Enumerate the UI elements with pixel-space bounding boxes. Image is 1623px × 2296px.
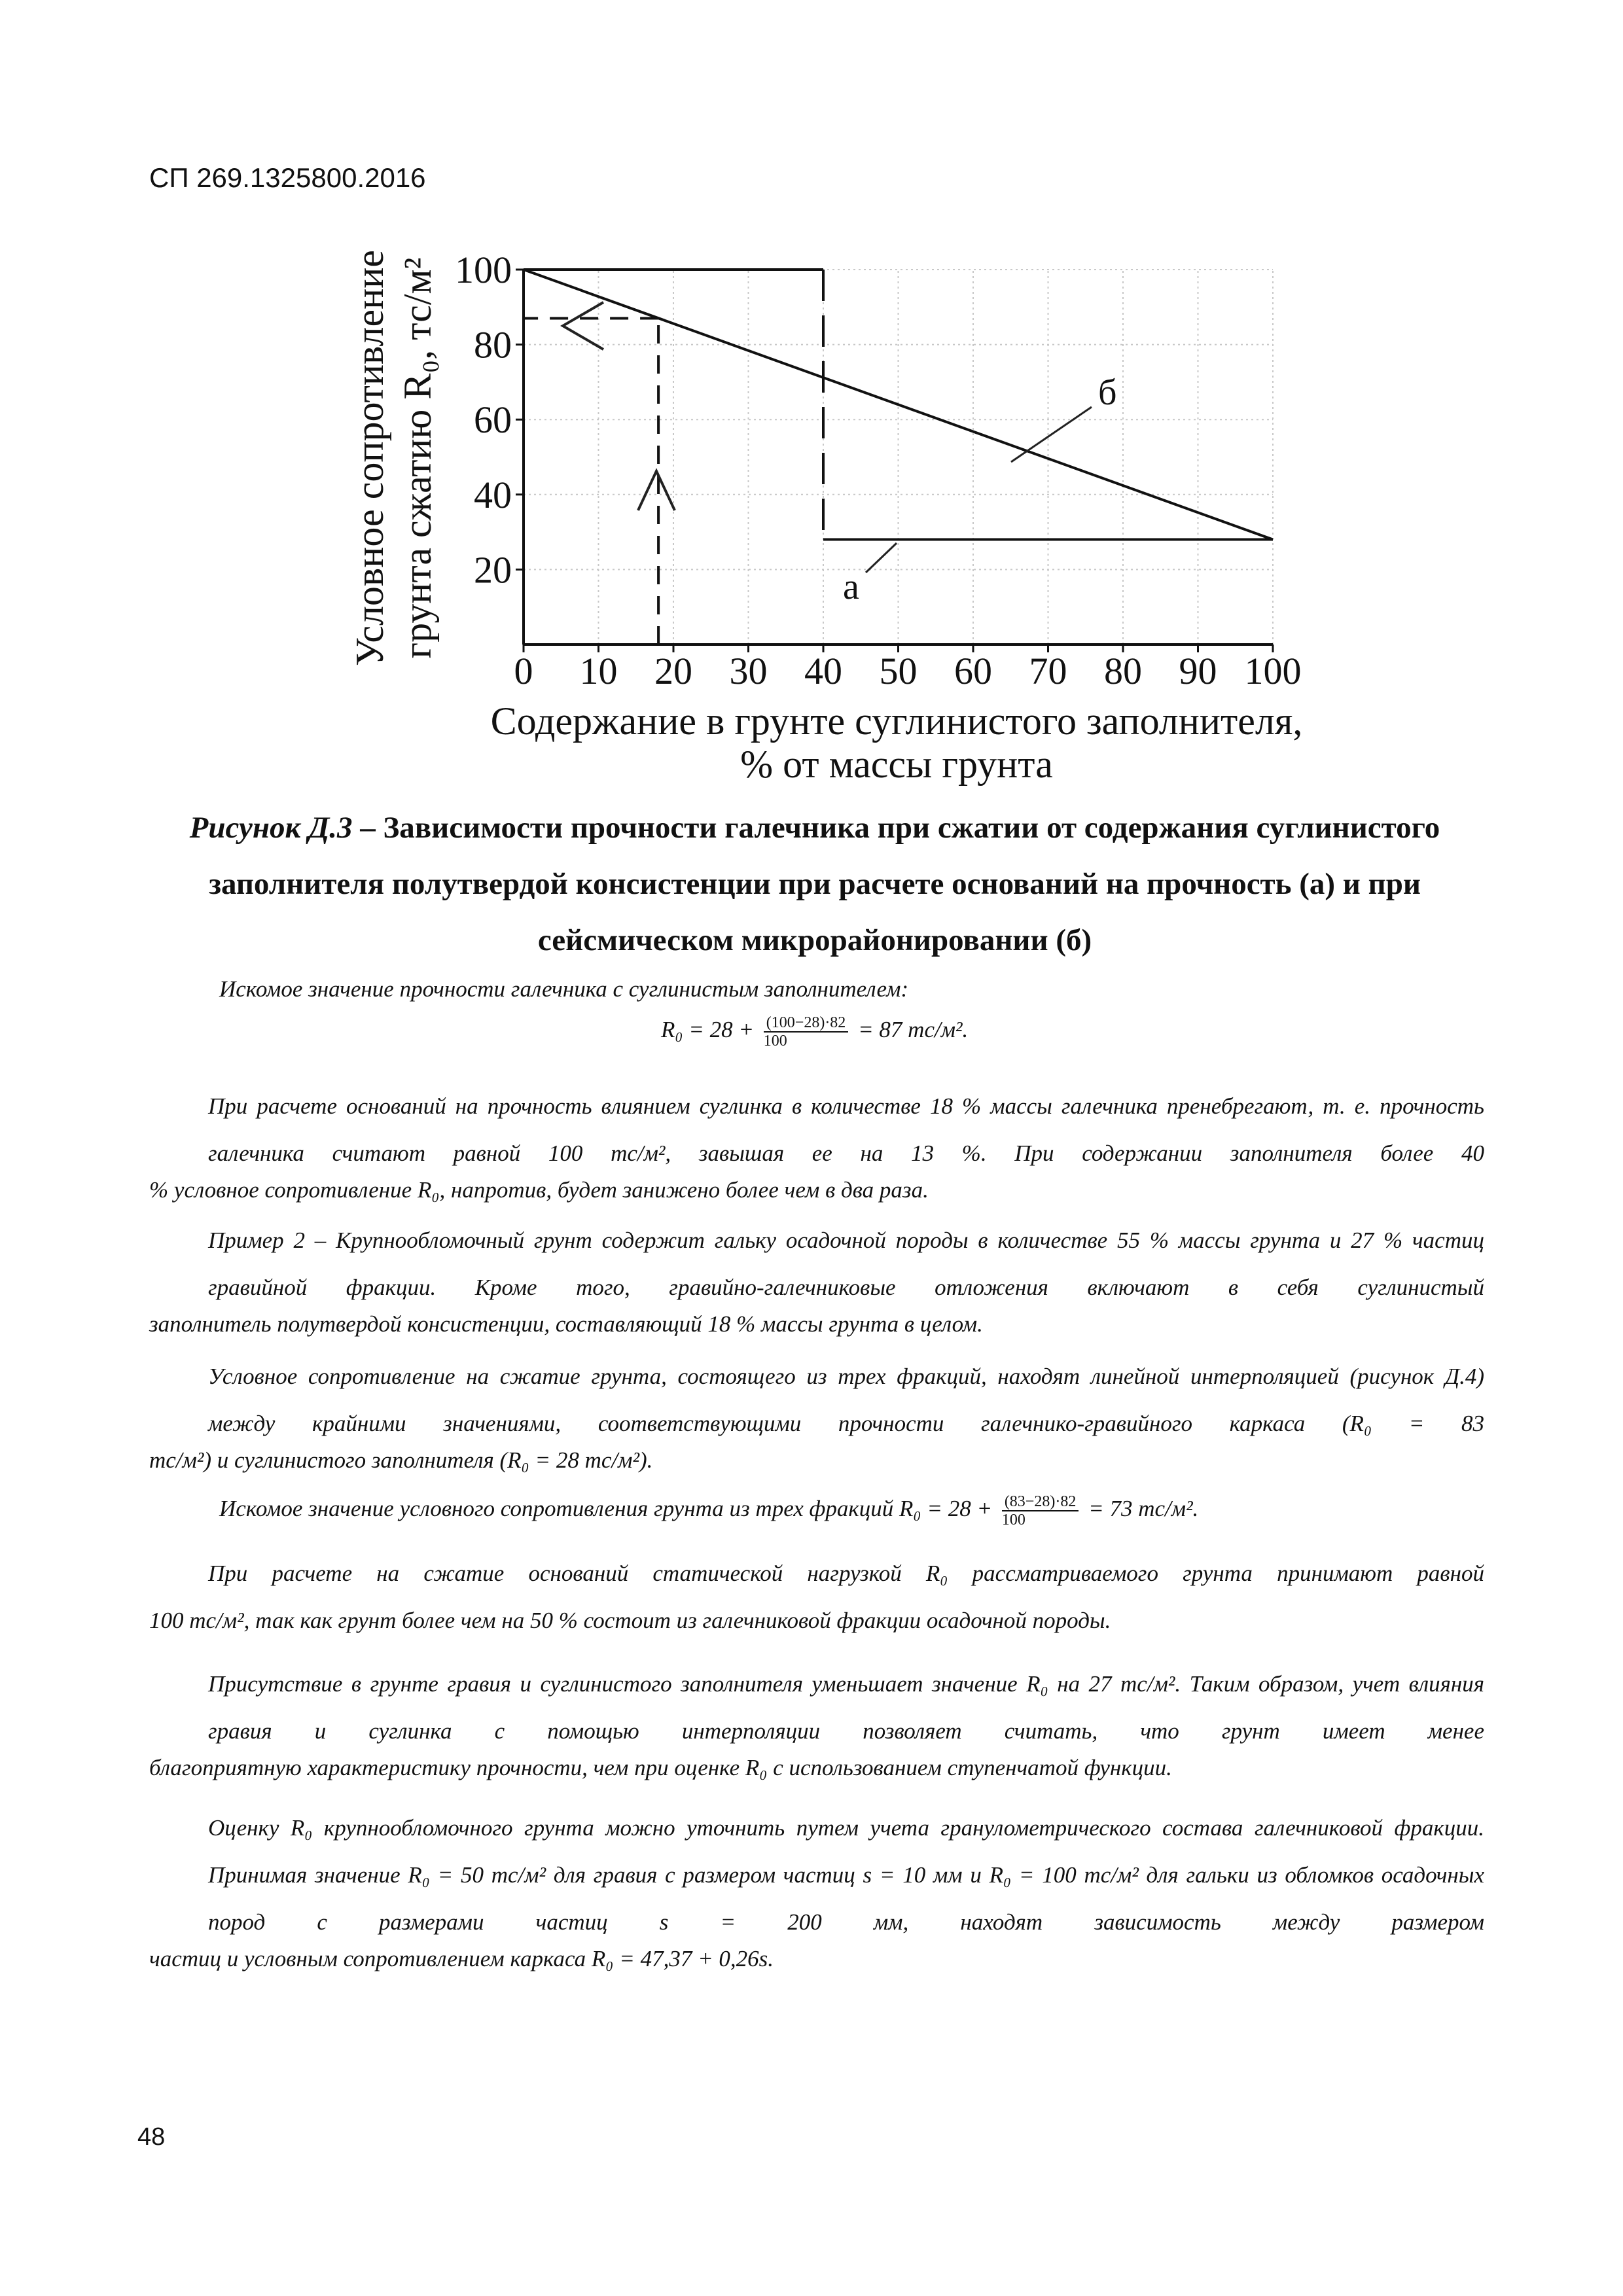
x-tick-label-100: 100 — [1244, 650, 1302, 692]
caption-lead: Рисунок Д.3 — [189, 811, 353, 845]
formula-1-numerator: (100−28)·82 — [764, 1014, 849, 1033]
paragraph-8 — [208, 1805, 1484, 1946]
formula-2-left: Искомое значение условного сопротивления грунта из трех фракций R₀ = 28 + — [219, 1496, 993, 1522]
formula-2-denominator: 100 — [1001, 1511, 1026, 1528]
paragraph-7 — [208, 1661, 1484, 1755]
figure-caption — [151, 800, 1479, 968]
x-tick-label-90: 90 — [1179, 650, 1217, 692]
formula-1-fraction — [764, 1014, 849, 1050]
paragraph-3-text: Пример 2 – Крупнообломочный грунт содержит гальку осадочной породы в количестве 55 % массы грунта и 27 % частиц гравийной фракции. Кроме того, гравийно-галечниковые отложения включают в себя суглинистый — [208, 1227, 1484, 1300]
y-axis-label-line1: Условное сопротивление — [348, 250, 391, 666]
paragraph-7-end: благоприятную характеристику прочности, чем при оценке R₀ с использованием ступенчатой функции. — [149, 1755, 1172, 1780]
document-code: СП 269.1325800.2016 — [149, 162, 426, 193]
formula-2-fraction — [1002, 1493, 1079, 1528]
formula-1-left: R₀ = 28 + — [661, 1017, 755, 1043]
x-tick-label-20: 20 — [654, 650, 692, 692]
series-label-b: б — [1098, 372, 1117, 413]
paragraph-6: При расчете на сжатие оснований статической нагрузкой R₀ рассматриваемого грунта принимают равной — [208, 1561, 1484, 1586]
paragraph-4 — [208, 1353, 1484, 1447]
y-tick-label-80: 80 — [474, 323, 512, 366]
formula-2-right: = 73 тс/м². — [1088, 1496, 1199, 1522]
paragraph-4-text: Условное сопротивление на сжатие грунта, состоящего из трех фракций, находят линейной интерполяцией (рисунок Д.4) между крайними значениями, соответствующими прочности галечнико-гравийного каркаса (R₀ = 83 — [208, 1364, 1484, 1436]
paragraph-5 — [219, 1493, 1482, 1528]
x-tick-label-80: 80 — [1104, 650, 1142, 692]
caption-text: Зависимости прочности галечника при сжатии от содержания суглинистого заполнителя полутвердой консистенции при расчете оснований на прочность (а) и при сейсмическом микрорайонировании (б) — [209, 811, 1440, 957]
series-b-leader-line — [1011, 407, 1092, 462]
paragraph-4-end: тс/м²) и суглинистого заполнителя (R₀ = 28 тс/м²). — [149, 1447, 653, 1473]
x-axis-label-line2: % от массы грунта — [740, 743, 1053, 786]
series-label-a: а — [843, 567, 859, 607]
formula-1-right: = 87 тс/м². — [858, 1017, 969, 1043]
x-tick-label-40: 40 — [804, 650, 842, 692]
x-tick-label-60: 60 — [954, 650, 992, 692]
formula-1-denominator: 100 — [763, 1033, 787, 1050]
series-a-leader-line — [866, 543, 897, 573]
paragraph-3-end: заполнитель полутвердой консистенции, составляющий 18 % массы грунта в целом. — [149, 1311, 983, 1337]
y-tick-label-100: 100 — [455, 249, 512, 291]
arrow-up-icon — [638, 471, 675, 510]
paragraph-example-2 — [208, 1217, 1484, 1311]
paragraph-6-end: 100 тс/м², так как грунт более чем на 50 % состоит из галечниковой фракции осадочной породы. — [149, 1608, 1111, 1633]
formula-1 — [661, 1014, 1381, 1050]
caption-dash: – — [352, 811, 383, 845]
page-number: 48 — [137, 2123, 166, 2151]
paragraph-7-text: Присутствие в грунте гравия и суглинистого заполнителя уменьшает значение R₀ на 27 тс/м². Таким образом, учет влияния гравия и суглинка с помощью интерполяции позволяет считать, что грунт имеет менее — [208, 1671, 1484, 1744]
x-tick-label-50: 50 — [879, 650, 918, 692]
chart-svg — [0, 0, 1623, 798]
paragraph-2-end: % условное сопротивление R₀, напротив, будет занижено более чем в два раза. — [149, 1177, 929, 1203]
x-tick-label-70: 70 — [1029, 650, 1067, 692]
paragraph-intro: Искомое значение прочности галечника с суглинистым заполнителем: — [219, 976, 909, 1002]
figure-chart — [0, 0, 1623, 798]
x-tick-label-0: 0 — [514, 650, 533, 692]
paragraph-2 — [208, 1083, 1484, 1177]
formula-2-numerator: (83−28)·82 — [1002, 1493, 1079, 1511]
paragraph-8-end: частиц и условным сопротивлением каркаса R₀ = 47,37 + 0,26s. — [149, 1946, 774, 1971]
paragraph-2-text: При расчете оснований на прочность влиянием суглинка в количестве 18 % массы галечника пренебрегают, т. е. прочность галечника считают равной 100 тс/м², завышая ее на 13 %. При содержании заполнителя более 40 — [208, 1093, 1484, 1166]
paragraph-8-text: Оценку R₀ крупнообломочного грунта можно уточнить путем учета гранулометрического состава галечниковой фракции. Принимая значение R₀ = 50 тс/м² для гравия с размером частиц s = 10 мм и R₀ = 100 тс/м² для гальки из обломков осадочных пород с размерами частиц s = 200 мм, находят зависимость между размером — [208, 1815, 1484, 1935]
y-tick-label-40: 40 — [474, 473, 512, 516]
x-axis-label-line1: Содержание в грунте суглинистого заполнителя, — [490, 699, 1303, 743]
y-tick-label-60: 60 — [474, 398, 512, 442]
y-tick-label-20: 20 — [474, 548, 512, 592]
x-tick-label-30: 30 — [729, 650, 768, 692]
y-axis-label-line2: грунта сжатию R₀, тс/м² — [396, 257, 439, 659]
series-b-line — [524, 270, 1273, 540]
x-tick-label-10: 10 — [579, 650, 618, 692]
arrow-left-icon — [563, 302, 603, 349]
